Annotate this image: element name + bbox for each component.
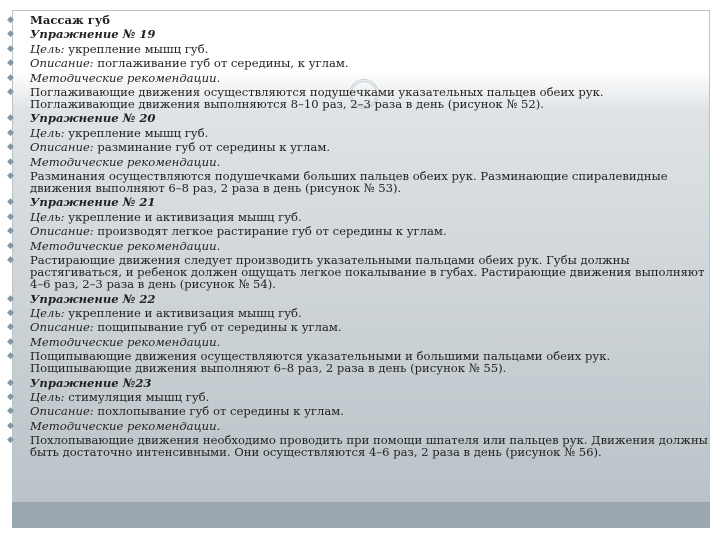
list-item-para [0, 434, 720, 458]
field-label: Описание: [30, 320, 94, 335]
diamond-bullet-icon: ◆ [7, 43, 14, 54]
paragraph-text: Поглаживающие движения осуществляются подушечками указательных пальцев обеих рук. Поглаживающие движения выполняются 8–10 раз, 2–3 раза в день (рисунок № 52). [30, 84, 604, 112]
diamond-bullet-icon: ◆ [7, 255, 14, 266]
list-item-heading [0, 420, 720, 432]
bottom-band [12, 502, 710, 528]
bullet-list [0, 14, 720, 461]
list-item-exercise [0, 293, 720, 305]
diamond-bullet-icon: ◆ [7, 72, 14, 83]
list-item-exercise [0, 112, 720, 124]
diamond-bullet-icon: ◆ [7, 171, 14, 181]
field-text: стимуляция мышц губ. [64, 390, 210, 405]
list-item-heading [0, 72, 720, 84]
exercise-heading: Упражнение №23 [30, 375, 152, 390]
list-item-heading [0, 156, 720, 168]
field-label: Цель: [30, 306, 65, 321]
diamond-bullet-icon: ◆ [7, 127, 14, 138]
exercise-heading: Упражнение № 21 [30, 195, 156, 210]
diamond-bullet-icon: ◆ [7, 58, 14, 69]
field-text: укрепление мышц губ. [64, 41, 209, 56]
field-text: укрепление и активизация мышц губ. [64, 306, 302, 321]
section-title: Массаж губ [30, 13, 110, 27]
recommendations-heading: Методические рекомендации. [30, 70, 221, 85]
field-label: Цель: [30, 125, 65, 140]
diamond-bullet-icon: ◆ [7, 211, 14, 222]
diamond-bullet-icon: ◆ [7, 377, 14, 388]
diamond-bullet-icon: ◆ [7, 29, 14, 40]
paragraph-text: Разминания осуществляются подушечками больших пальцев обеих рук. Разминающие спиралевидные движения выполняют 6–8 раз, 2 раза в день (рисунок № 53). [30, 169, 668, 196]
list-item-field [0, 127, 720, 139]
recommendations-heading: Методические рекомендации. [30, 418, 221, 433]
diamond-bullet-icon: ◆ [7, 392, 14, 403]
exercise-heading: Упражнение № 20 [30, 111, 156, 126]
diamond-bullet-icon: ◆ [7, 240, 14, 251]
field-text: укрепление мышц губ. [64, 125, 209, 140]
field-text: разминание губ от середины к углам. [93, 140, 331, 155]
diamond-bullet-icon: ◆ [7, 420, 14, 431]
field-label: Цель: [30, 390, 65, 405]
list-item-heading [0, 240, 720, 252]
recommendations-heading: Методические рекомендации. [30, 238, 221, 253]
field-label: Описание: [30, 140, 94, 155]
paragraph-text: Пощипывающие движения осуществляются указательными и большими пальцами обеих рук. Пощипывающие движения выполняют 6–8 раз, 2 раза в день (рисунок № 55). [30, 349, 611, 376]
list-item-field [0, 225, 720, 237]
diamond-bullet-icon: ◆ [7, 156, 14, 167]
list-item-field [0, 57, 720, 69]
diamond-bullet-icon: ◆ [7, 86, 14, 97]
list-item-field [0, 405, 720, 417]
list-item-field [0, 307, 720, 319]
list-item-heading [0, 336, 720, 348]
diamond-bullet-icon: ◆ [7, 435, 14, 446]
list-item-field [0, 141, 720, 153]
list-item-field [0, 321, 720, 333]
diamond-bullet-icon: ◆ [7, 336, 14, 347]
exercise-heading: Упражнение № 19 [30, 27, 156, 42]
field-text: производят легкое растирание губ от середины к углам. [93, 224, 447, 239]
diamond-bullet-icon: ◆ [7, 308, 14, 319]
diamond-bullet-icon: ◆ [7, 226, 14, 237]
list-item-exercise [0, 196, 720, 208]
diamond-bullet-icon: ◆ [7, 406, 14, 417]
recommendations-heading: Методические рекомендации. [30, 334, 221, 349]
field-label: Описание: [30, 404, 94, 419]
field-label: Описание: [30, 56, 94, 71]
paragraph-text: Растирающие движения следует производить указательными пальцами обеих рук. Губы должны растягиваться, и ребенок должен ощущать легкое покалывание в губах. Растирающие движения выполняют 4–6 раз, 2–3 раза в день (рисунок № 54). [30, 253, 705, 292]
list-item-para [0, 350, 720, 374]
diamond-bullet-icon: ◆ [7, 293, 14, 304]
diamond-bullet-icon: ◆ [7, 113, 14, 124]
list-item-exercise [0, 377, 720, 389]
list-item-para [0, 86, 720, 110]
list-item-field [0, 211, 720, 223]
diamond-bullet-icon: ◆ [7, 197, 14, 208]
diamond-bullet-icon: ◆ [7, 351, 14, 362]
list-item-exercise [0, 28, 720, 40]
diamond-bullet-icon: ◆ [7, 142, 14, 153]
field-text: укрепление и активизация мышц губ. [64, 209, 302, 224]
field-label: Цель: [30, 209, 65, 224]
paragraph-text: Похлопывающие движения необходимо проводить при помощи шпателя или пальцев рук. Движения должны быть достаточно интенсивными. Они осуществляются 4–6 раз, 2 раза в день (рисунок № 56). [30, 433, 708, 460]
list-item-field [0, 43, 720, 55]
diamond-bullet-icon: ◆ [7, 322, 14, 333]
list-item-para [0, 170, 720, 194]
field-label: Описание: [30, 224, 94, 239]
list-item-field [0, 391, 720, 403]
diamond-bullet-icon: ◆ [7, 15, 14, 25]
exercise-heading: Упражнение № 22 [30, 291, 156, 306]
recommendations-heading: Методические рекомендации. [30, 154, 221, 169]
field-text: пощипывание губ от середины к углам. [93, 320, 342, 335]
field-label: Цель: [30, 41, 65, 56]
field-text: поглаживание губ от середины, к углам. [93, 56, 349, 71]
field-text: похлопывание губ от середины к углам. [93, 404, 344, 419]
list-item-title [0, 14, 720, 26]
list-item-para [0, 254, 720, 290]
